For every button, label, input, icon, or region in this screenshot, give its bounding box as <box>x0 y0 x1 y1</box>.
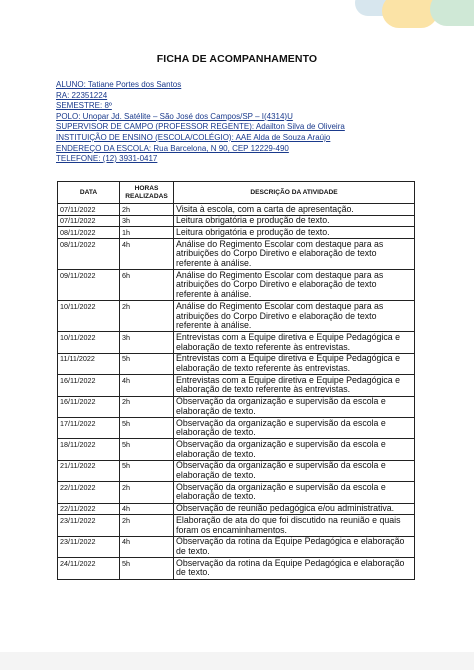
student-ra: RA: 22351224 <box>56 90 108 100</box>
cell-hours: 5h <box>120 460 174 481</box>
cell-hours: 4h <box>120 375 174 396</box>
cell-date: 11/11/2022 <box>58 353 120 374</box>
page-footer-band <box>0 652 474 670</box>
cell-date: 18/11/2022 <box>58 439 120 460</box>
cell-description: Análise do Regimento Escolar com destaque para as atribuições do Corpo Diretivo e elaboração de texto referente à análise. <box>174 301 415 332</box>
cell-date: 17/11/2022 <box>58 418 120 439</box>
cell-hours: 1h <box>120 227 174 239</box>
student-name: ALUNO: Tatiane Portes dos Santos <box>56 80 182 89</box>
table-row <box>58 353 415 374</box>
cell-hours: 2h <box>120 396 174 417</box>
table-row <box>58 460 415 481</box>
cell-description: Entrevistas com a Equipe diretiva e Equipe Pedagógica e elaboração de texto referente às entrevistas. <box>174 375 415 396</box>
table-row <box>58 301 415 332</box>
cell-hours: 4h <box>120 503 174 515</box>
cell-date: 08/11/2022 <box>58 239 120 270</box>
cell-date: 23/11/2022 <box>58 536 120 557</box>
table-row <box>58 482 415 503</box>
cell-hours: 6h <box>120 270 174 301</box>
cell-description: Entrevistas com a Equipe diretiva e Equipe Pedagógica e elaboração de texto referente às entrevistas. <box>174 332 415 353</box>
cell-hours: 3h <box>120 332 174 353</box>
cell-date: 07/11/2022 <box>58 215 120 227</box>
table-row <box>58 396 415 417</box>
cell-description: Análise do Regimento Escolar com destaque para as atribuições do Corpo Diretivo e elaboração de texto referente à análise. <box>174 270 415 301</box>
cell-date: 22/11/2022 <box>58 482 120 503</box>
table-row <box>58 439 415 460</box>
cell-date: 21/11/2022 <box>58 460 120 481</box>
school-address: ENDEREÇO DA ESCOLA: Rua Barcelona, N 90, CEP 12229-490 <box>56 143 289 153</box>
header-hours: HORAS REALIZADAS <box>120 182 174 204</box>
cell-description: Leitura obrigatória e produção de texto. <box>174 227 415 239</box>
cell-date: 24/11/2022 <box>58 558 120 579</box>
table-body <box>58 204 415 580</box>
cell-hours: 4h <box>120 536 174 557</box>
table-header-row <box>58 182 415 204</box>
cell-date: 10/11/2022 <box>58 301 120 332</box>
cell-description: Observação da organização e supervisão da escola e elaboração de texto. <box>174 439 415 460</box>
table-row <box>58 536 415 557</box>
cell-hours: 2h <box>120 301 174 332</box>
table-row <box>58 558 415 579</box>
cell-hours: 5h <box>120 558 174 579</box>
cell-hours: 2h <box>120 204 174 216</box>
table-row <box>58 375 415 396</box>
cell-description: Observação de reunião pedagógica e/ou administrativa. <box>174 503 415 515</box>
cell-date: 07/11/2022 <box>58 204 120 216</box>
cell-hours: 4h <box>120 239 174 270</box>
cell-hours: 2h <box>120 482 174 503</box>
table-row <box>58 215 415 227</box>
table-row <box>58 204 415 216</box>
activity-log-table <box>57 181 415 580</box>
table-row <box>58 227 415 239</box>
cell-description: Elaboração de ata do que foi discutido na reunião e quais foram os encaminhamentos. <box>174 515 415 536</box>
cell-description: Leitura obrigatória e produção de texto. <box>174 215 415 227</box>
table-row <box>58 503 415 515</box>
cell-description: Observação da rotina da Equipe Pedagógica e elaboração de texto. <box>174 558 415 579</box>
student-info-block <box>56 80 436 165</box>
cell-description: Observação da organização e supervisão da escola e elaboração de texto. <box>174 482 415 503</box>
school-phone: TELEFONE: (12) 3931-0417 <box>56 154 158 164</box>
header-description: DESCRIÇÃO DA ATIVIDADE <box>174 182 415 204</box>
semester: SEMESTRE: 8º <box>56 101 112 111</box>
cell-hours: 5h <box>120 418 174 439</box>
cell-date: 16/11/2022 <box>58 396 120 417</box>
cell-description: Observação da organização e supervisão da escola e elaboração de texto. <box>174 460 415 481</box>
cell-date: 09/11/2022 <box>58 270 120 301</box>
decorative-shape-green <box>430 0 474 26</box>
cell-description: Análise do Regimento Escolar com destaque para as atribuições do Corpo Diretivo e elaboração de texto referente à análise. <box>174 239 415 270</box>
document-title: FICHA DE ACOMPANHAMENTO <box>156 53 318 65</box>
table-row <box>58 418 415 439</box>
field-supervisor: SUPERVISOR DE CAMPO (PROFESSOR REGENTE): Adailton Silva de Oliveira <box>56 122 345 132</box>
cell-date: 16/11/2022 <box>58 375 120 396</box>
cell-date: 10/11/2022 <box>58 332 120 353</box>
cell-date: 23/11/2022 <box>58 515 120 536</box>
cell-description: Observação da organização e supervisão da escola e elaboração de texto. <box>174 396 415 417</box>
cell-description: Observação da rotina da Equipe Pedagógica e elaboração de texto. <box>174 536 415 557</box>
table-row <box>58 270 415 301</box>
header-date: DATA <box>58 182 120 204</box>
table-row <box>58 332 415 353</box>
table-row <box>58 239 415 270</box>
school-institution: INSTITUIÇÃO DE ENSINO (ESCOLA/COLÉGIO): AAE Alda de Souza Araújo <box>56 132 331 142</box>
cell-hours: 2h <box>120 515 174 536</box>
cell-hours: 3h <box>120 215 174 227</box>
cell-description: Visita à escola, com a carta de apresentação. <box>174 204 415 216</box>
table-row <box>58 515 415 536</box>
cell-description: Observação da organização e supervisão da escola e elaboração de texto. <box>174 418 415 439</box>
polo: POLO: Unopar Jd. Satélite – São José dos Campos/SP – I(4314)U <box>56 111 293 121</box>
cell-date: 08/11/2022 <box>58 227 120 239</box>
cell-hours: 5h <box>120 439 174 460</box>
cell-date: 22/11/2022 <box>58 503 120 515</box>
cell-description: Entrevistas com a Equipe diretiva e Equipe Pedagógica e elaboração de texto referente às entrevistas. <box>174 353 415 374</box>
cell-hours: 5h <box>120 353 174 374</box>
